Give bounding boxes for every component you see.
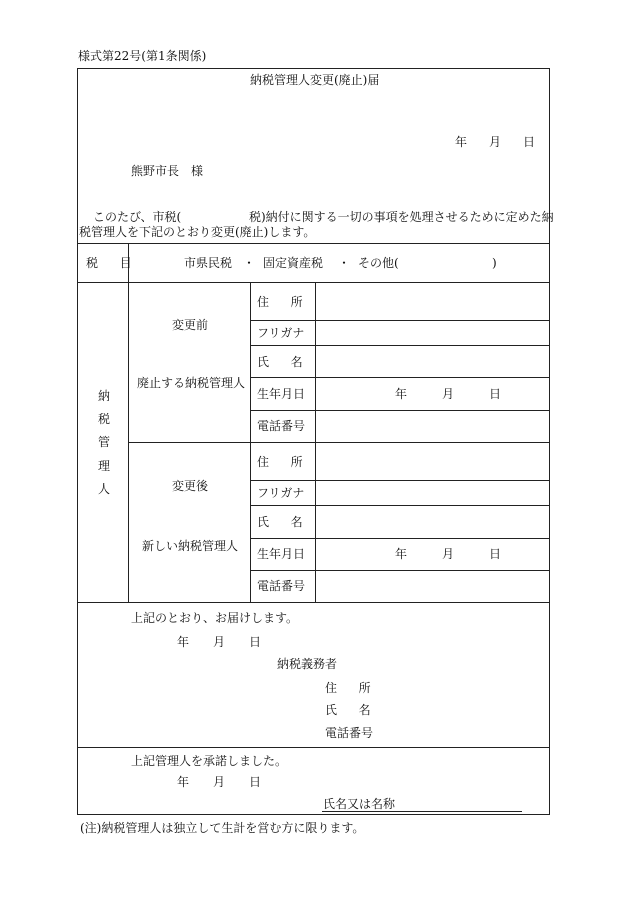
date-year-label: 年 (455, 135, 468, 149)
after-birth-year: 年 (395, 547, 408, 561)
intro-line1-b: 税)納付に関する一切の事項を処理させるために定めた納 (249, 210, 554, 224)
divider-manager-block (77, 602, 550, 603)
consent-day: 日 (249, 775, 262, 789)
taxpayer-phone-label: 電話番号 (325, 726, 374, 740)
intro-line1-a: このたび、市税( (93, 210, 182, 224)
taxpayer-address-label: 住 所 (325, 681, 376, 695)
tax-option-resident: 市県民税 (184, 256, 233, 270)
form-title: 納税管理人変更(廃止)届 (250, 73, 380, 87)
after-row-divider-1 (250, 480, 550, 481)
tax-option-dot-2: ・ (338, 256, 351, 270)
after-row-divider-3 (250, 538, 550, 539)
date-day-label: 日 (523, 135, 536, 149)
consent-text: 上記管理人を承諾しました。 (131, 754, 288, 768)
footnote: (注)納税管理人は独立して生計を営む方に限ります。 (80, 821, 365, 835)
before-birthdate-label: 生年月日 (257, 387, 306, 401)
manager-label-char-3: 管 (98, 435, 111, 449)
notice-text: 上記のとおり、お届けします。 (131, 611, 299, 625)
after-birthdate-label: 生年月日 (257, 547, 306, 561)
before-row-divider-1 (250, 320, 550, 321)
tax-option-other: その他( (358, 256, 399, 270)
before-title: 変更前 (172, 318, 209, 332)
tax-option-dot-1: ・ (243, 256, 256, 270)
manager-label-char-2: 税 (98, 412, 111, 426)
before-subtitle: 廃止する納税管理人 (137, 376, 246, 390)
date-month-label: 月 (489, 135, 502, 149)
consent-year: 年 (177, 775, 190, 789)
after-row-divider-4 (250, 570, 550, 571)
after-birth-day: 日 (489, 547, 502, 561)
before-row-divider-2 (250, 345, 550, 346)
after-address-label: 住 所 (257, 455, 308, 469)
taxpayer-label: 納税義務者 (277, 657, 338, 671)
after-birth-month: 月 (442, 547, 455, 561)
after-furigana-label: フリガナ (257, 486, 305, 500)
before-birth-day: 日 (489, 387, 502, 401)
consent-signature-label: 氏名又は名称 (323, 797, 396, 811)
before-after-divider (128, 442, 550, 443)
manager-label-char-1: 納 (98, 389, 111, 403)
after-title: 変更後 (172, 479, 209, 493)
tax-item-label: 税 目 (86, 256, 137, 270)
signature-line (322, 811, 522, 812)
form-number: 様式第22号(第1条関係) (78, 49, 207, 63)
notice-year: 年 (177, 635, 190, 649)
after-name-label: 氏 名 (257, 515, 308, 529)
consent-month: 月 (213, 775, 226, 789)
divider-tax-item (77, 282, 550, 283)
after-phone-label: 電話番号 (257, 579, 306, 593)
before-address-label: 住 所 (257, 295, 308, 309)
before-birth-month: 月 (442, 387, 455, 401)
before-name-label: 氏 名 (257, 355, 308, 369)
notice-day: 日 (249, 635, 262, 649)
after-row-divider-2 (250, 505, 550, 506)
tax-option-close: ) (492, 256, 497, 270)
divider-intro (77, 243, 550, 244)
notice-month: 月 (213, 635, 226, 649)
intro-line2: 税管理人を下記のとおり変更(廃止)します。 (79, 225, 316, 239)
tax-option-property: 固定資産税 (263, 256, 324, 270)
before-birth-year: 年 (395, 387, 408, 401)
taxpayer-name-label: 氏 名 (325, 703, 376, 717)
before-row-divider-3 (250, 377, 550, 378)
divider-notice (77, 747, 550, 748)
before-furigana-label: フリガナ (257, 326, 305, 340)
before-phone-label: 電話番号 (257, 419, 306, 433)
after-subtitle: 新しい納税管理人 (142, 539, 239, 553)
before-row-divider-4 (250, 410, 550, 411)
manager-label-char-5: 人 (98, 482, 111, 496)
addressee: 熊野市長 様 (131, 164, 204, 178)
manager-label-char-4: 理 (98, 459, 111, 473)
